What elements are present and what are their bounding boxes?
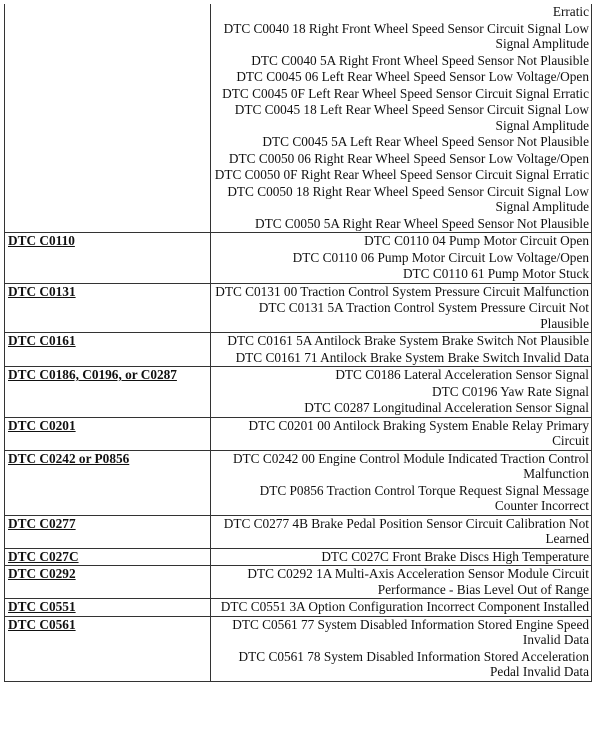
dtc-description-cell <box>211 283 592 333</box>
dtc-code-cell <box>5 283 211 333</box>
dtc-code-link[interactable]: DTC C0110 <box>8 233 75 248</box>
dtc-code-cell <box>5 333 211 367</box>
table-row <box>5 367 592 418</box>
dtc-description: DTC C0161 71 Antilock Brake System Brake Switch Invalid Data <box>235 349 589 365</box>
dtc-description: DTC C0110 04 Pump Motor Circuit Open <box>364 233 589 248</box>
dtc-description: DTC C0292 1A Multi-Axis Acceleration Sensor Module Circuit Performance - Bias Level Out of Range <box>247 566 589 597</box>
dtc-description-cell <box>211 599 592 617</box>
table-row <box>5 515 592 548</box>
dtc-description: DTC P0856 Traction Control Torque Request Signal Message Counter Incorrect <box>259 482 589 513</box>
dtc-description: Erratic <box>552 4 589 19</box>
dtc-description: DTC C0161 5A Antilock Brake System Brake Switch Not Plausible <box>227 333 589 348</box>
dtc-code-link[interactable]: DTC C0131 <box>8 283 76 299</box>
dtc-description: DTC C027C Front Brake Discs High Temperature <box>321 548 589 564</box>
dtc-description: DTC C0201 00 Antilock Braking System Enable Relay Primary Circuit <box>248 417 589 448</box>
table-row <box>5 450 592 515</box>
dtc-code-link[interactable]: DTC C0161 <box>8 333 76 348</box>
table-row <box>5 616 592 681</box>
dtc-description: DTC C0561 78 System Disabled Information Stored Acceleration Pedal Invalid Data <box>238 648 589 679</box>
table-row <box>5 548 592 566</box>
dtc-code-link[interactable]: DTC C027C <box>8 548 79 564</box>
dtc-description: DTC C0551 3A Option Configuration Incorrect Component Installed <box>220 599 589 614</box>
dtc-code-cell <box>5 450 211 515</box>
dtc-code-cell <box>5 548 211 566</box>
dtc-description: DTC C0050 18 Right Rear Wheel Speed Sensor Circuit Signal Low Signal Amplitude <box>227 183 589 214</box>
dtc-description: DTC C0040 5A Right Front Wheel Speed Sensor Not Plausible <box>251 52 589 68</box>
dtc-description: DTC C0040 18 Right Front Wheel Speed Sensor Circuit Signal Low Signal Amplitude <box>223 20 589 51</box>
dtc-document <box>4 4 592 682</box>
dtc-description: DTC C0277 4B Brake Pedal Position Sensor Circuit Calibration Not Learned <box>223 515 589 546</box>
dtc-description-cell <box>211 548 592 566</box>
dtc-code-link[interactable]: DTC C0201 <box>8 417 76 433</box>
dtc-code-link[interactable]: DTC C0292 <box>8 566 76 581</box>
dtc-code-link[interactable]: DTC C0186, C0196, or C0287 <box>8 367 177 382</box>
dtc-description: DTC C0186 Lateral Acceleration Sensor Signal <box>335 367 589 382</box>
dtc-code-cell <box>5 599 211 617</box>
dtc-code-cell <box>5 566 211 599</box>
table-row <box>5 417 592 450</box>
dtc-description-cell <box>211 233 592 284</box>
dtc-code-cell <box>5 233 211 284</box>
dtc-code-link[interactable]: DTC C0561 <box>8 616 76 632</box>
dtc-description-cell <box>211 515 592 548</box>
table-row <box>5 333 592 367</box>
dtc-description-cell <box>211 450 592 515</box>
dtc-description: DTC C0045 5A Left Rear Wheel Speed Sensor Not Plausible <box>262 134 589 149</box>
dtc-description-cell <box>211 367 592 418</box>
dtc-description: DTC C0050 06 Right Rear Wheel Speed Sensor Low Voltage/Open <box>228 150 589 166</box>
dtc-description: DTC C0110 06 Pump Motor Circuit Low Voltage/Open <box>292 249 589 265</box>
dtc-code-cell <box>5 4 211 233</box>
dtc-code-link[interactable]: DTC C0242 or P0856 <box>8 450 130 466</box>
dtc-description-cell <box>211 566 592 599</box>
dtc-code-cell <box>5 616 211 681</box>
dtc-description: DTC C0045 06 Left Rear Wheel Speed Sensor Low Voltage/Open <box>236 69 589 84</box>
table-row <box>5 599 592 617</box>
dtc-code-link[interactable]: DTC C0277 <box>8 515 76 531</box>
dtc-description: DTC C0045 18 Left Rear Wheel Speed Sensor Circuit Signal Low Signal Amplitude <box>234 102 589 133</box>
dtc-description: DTC C0131 00 Traction Control System Pressure Circuit Malfunction <box>215 283 589 299</box>
dtc-description: DTC C0050 0F Right Rear Wheel Speed Sensor Circuit Signal Erratic <box>214 167 589 182</box>
dtc-description: DTC C0242 00 Engine Control Module Indicated Traction Control Malfunction <box>232 450 589 481</box>
dtc-code-link[interactable]: DTC C0551 <box>8 599 76 614</box>
table-row <box>5 4 592 233</box>
table-row <box>5 566 592 599</box>
dtc-table <box>4 4 592 682</box>
dtc-description: DTC C0561 77 System Disabled Information Stored Engine Speed Invalid Data <box>232 616 589 647</box>
dtc-code-cell <box>5 515 211 548</box>
dtc-description: DTC C0131 5A Traction Control System Pressure Circuit Not Plausible <box>258 300 589 331</box>
dtc-description: DTC C0050 5A Right Rear Wheel Speed Sensor Not Plausible <box>255 215 589 231</box>
dtc-description-cell <box>211 616 592 681</box>
dtc-description: DTC C0110 61 Pump Motor Stuck <box>402 266 589 281</box>
dtc-description-cell <box>211 4 592 233</box>
dtc-description: DTC C0196 Yaw Rate Signal <box>432 383 589 399</box>
dtc-table-body <box>5 4 592 681</box>
table-row <box>5 233 592 284</box>
dtc-code-cell <box>5 367 211 418</box>
dtc-description: DTC C0045 0F Left Rear Wheel Speed Sensor Circuit Signal Erratic <box>222 85 589 101</box>
table-row <box>5 283 592 333</box>
dtc-description-cell <box>211 417 592 450</box>
dtc-description: DTC C0287 Longitudinal Acceleration Sensor Signal <box>304 400 589 415</box>
dtc-description-cell <box>211 333 592 367</box>
dtc-code-cell <box>5 417 211 450</box>
